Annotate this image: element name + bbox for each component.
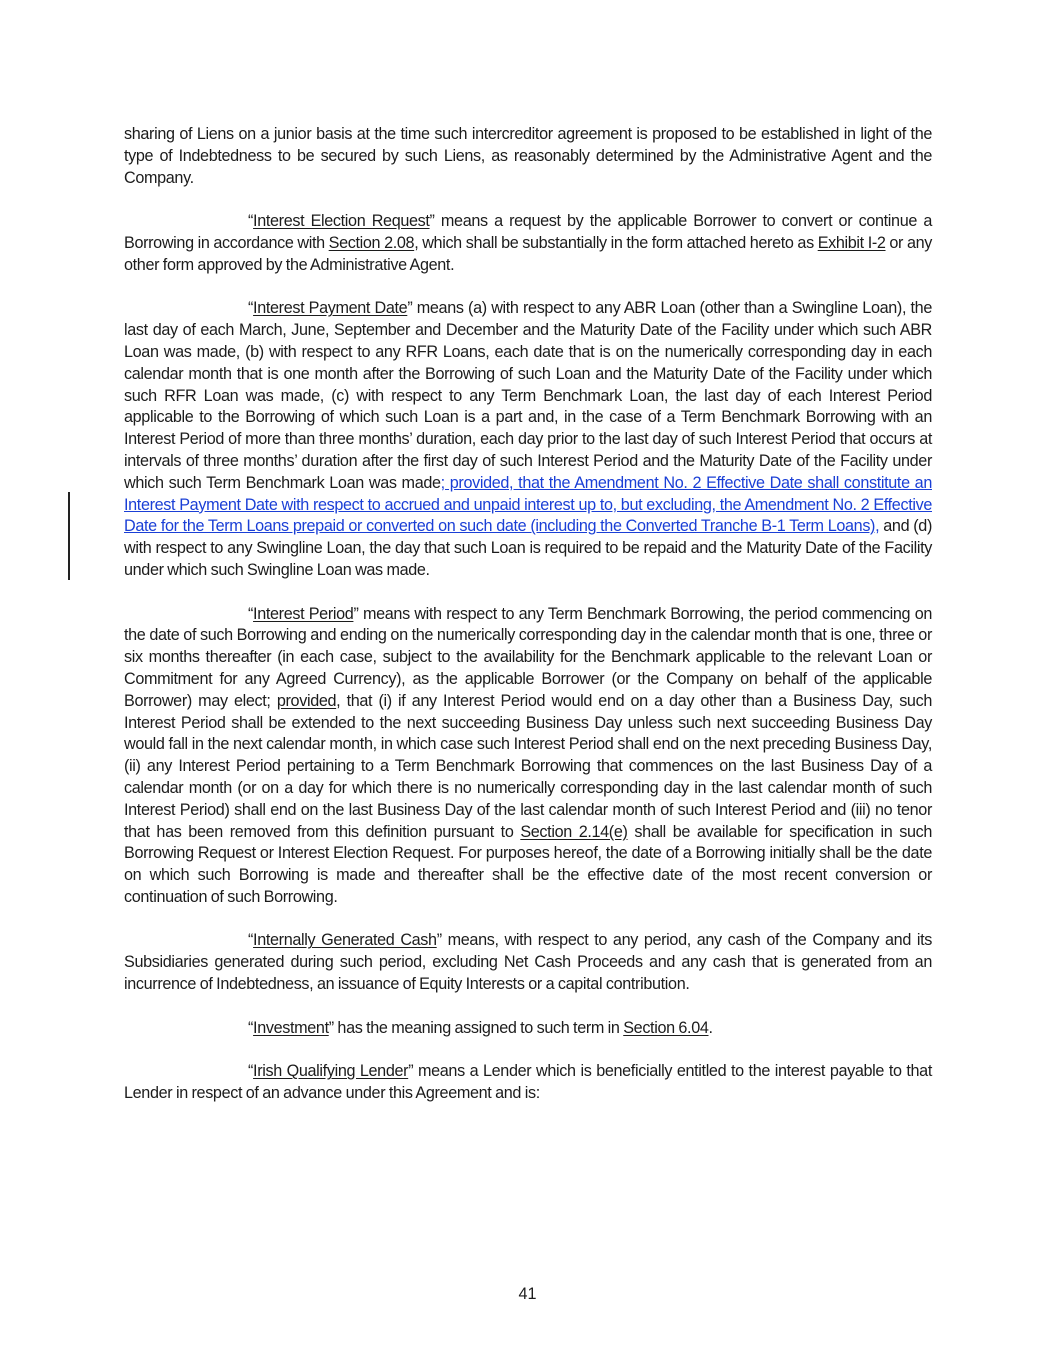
revision-change-bar <box>68 492 70 580</box>
document-page <box>124 124 932 1127</box>
open-quote: “ <box>248 1018 254 1037</box>
provided-keyword: provided <box>276 691 337 710</box>
section-reference: Section 2.14(e) <box>520 822 628 841</box>
definition-interest-election-request <box>124 211 932 276</box>
definition-text: ” means, with respect to any period, any cash of the Company and its Subsidiaries generated during such period, excluding Net Cash Proceeds and any cash that is generated from an incurrence of Indebtedness, an issuance of Equity Interests or a capital contribution. <box>124 931 932 994</box>
definition-interest-payment-date <box>124 298 932 581</box>
definition-text: or any other form approved by the Administrative Agent. <box>124 233 933 274</box>
definition-text: ” means a Lender which is beneficially entitled to the interest payable to that Lender in respect of an advance under this Agreement and is: <box>124 1062 932 1103</box>
definition-text: ” means a request by the applicable Borrower to convert or continue a Borrowing in accordance with <box>124 212 932 252</box>
section-reference: Section 2.08 <box>328 233 415 252</box>
defined-term: Irish Qualifying Lender <box>253 1062 409 1081</box>
definition-text: ” has the meaning assigned to such term in <box>328 1018 624 1037</box>
paragraph-liens-continuation <box>124 124 932 189</box>
defined-term: Internally Generated Cash <box>253 931 437 950</box>
open-quote: “ <box>248 604 254 623</box>
definition-text: , that (i) if any Interest Period would end on a day other than a Business Day, such Interest Period shall be extended to the next succeeding Business Day unless such next succeeding Business Day would fall in the next calendar month, in which case such Interest Period shall end on the next preceding Business Day, (ii) any Interest Period pertaining to a Term Benchmark Borrowing that commences on the last Business Day of a calendar month (or on a day for which there is no numerically corresponding day in the last calendar month of such Interest Period) shall end on the last Business Day of the last calendar month of such Interest Period and (iii) no tenor that has been removed from this definition pursuant to <box>124 691 932 841</box>
page-number: 41 <box>518 1285 537 1303</box>
definition-text: . <box>708 1018 713 1037</box>
definition-text: , which shall be substantially in the form attached hereto as <box>414 233 818 252</box>
definition-text: shall be available for specification in such Borrowing Request or Interest Election Request. For purposes hereof, the date of a Borrowing initially shall be the date on which such Borrowing is made and thereafter shall be the effective date of the most recent conversion or continuation of such Borrowing. <box>124 822 933 906</box>
definition-text: and (d) with respect to any Swingline Loan, the day that such Loan is required to be repaid and the Maturity Date of the Facility under which such Swingline Loan was made. <box>124 517 932 579</box>
section-reference: Section 6.04 <box>623 1018 709 1037</box>
open-quote: “ <box>248 212 254 231</box>
defined-term: Interest Period <box>253 604 354 623</box>
definition-text: ” means with respect to any Term Benchmark Borrowing, the period commencing on the date of such Borrowing and ending on the numerically corresponding day in the calendar month that is one, three or six months thereafter (in each case, subject to the availability for the Benchmark applicable to the relevant Loan or Commitment for any Agreed Currency), as the applicable Borrower (or the Company on behalf of the applicable Borrower) may elect; <box>124 604 933 710</box>
open-quote: “ <box>248 931 254 950</box>
defined-term: Interest Election Request <box>253 212 430 231</box>
inserted-amendment-text: ; provided, that the Amendment No. 2 Effective Date shall constitute an Interest Payment Date with respect to accrued and unpaid interest up to, but excluding, the Amendment No. 2 Effective Date for the Term Loans prepaid or converted on such date (including the Converted Tranche B-1 Term Loans), <box>124 473 932 536</box>
open-quote: “ <box>248 299 254 318</box>
paragraph-text: sharing of Liens on a junior basis at the time such intercreditor agreement is proposed to be established in light of the type of Indebtedness to be secured by such Liens, as reasonably determined by the Administrative Agent and the Company. <box>124 125 932 187</box>
definition-irish-qualifying-lender <box>124 1061 932 1105</box>
definition-internally-generated-cash <box>124 930 932 995</box>
definition-interest-period <box>124 604 932 909</box>
defined-term: Interest Payment Date <box>253 299 408 318</box>
open-quote: “ <box>248 1062 254 1081</box>
definition-investment <box>124 1018 932 1040</box>
definition-text: ” means (a) with respect to any ABR Loan (other than a Swingline Loan), the last day of each March, June, September and December and the Maturity Date of the Facility under which such ABR Loan was made, (b) with respect to any RFR Loans, each date that is on the numerically corresponding day in each calendar month that is one month after the Borrowing of such Loan and the Maturity Date of the Facility under which such RFR Loan was made, (c) with respect to any Term Benchmark Loan, the last day of each Interest Period applicable to the Borrowing of which such Loan is a part and, in the case of a Term Benchmark Borrowing with an Interest Period of more than three months’ duration, each day prior to the last day of such Interest Period that occurs at intervals of three months’ duration after the first day of such Interest Period and the Maturity Date of the Facility under which such Term Benchmark Loan was made <box>124 299 932 492</box>
exhibit-reference: Exhibit I-2 <box>817 233 886 252</box>
defined-term: Investment <box>253 1018 329 1037</box>
